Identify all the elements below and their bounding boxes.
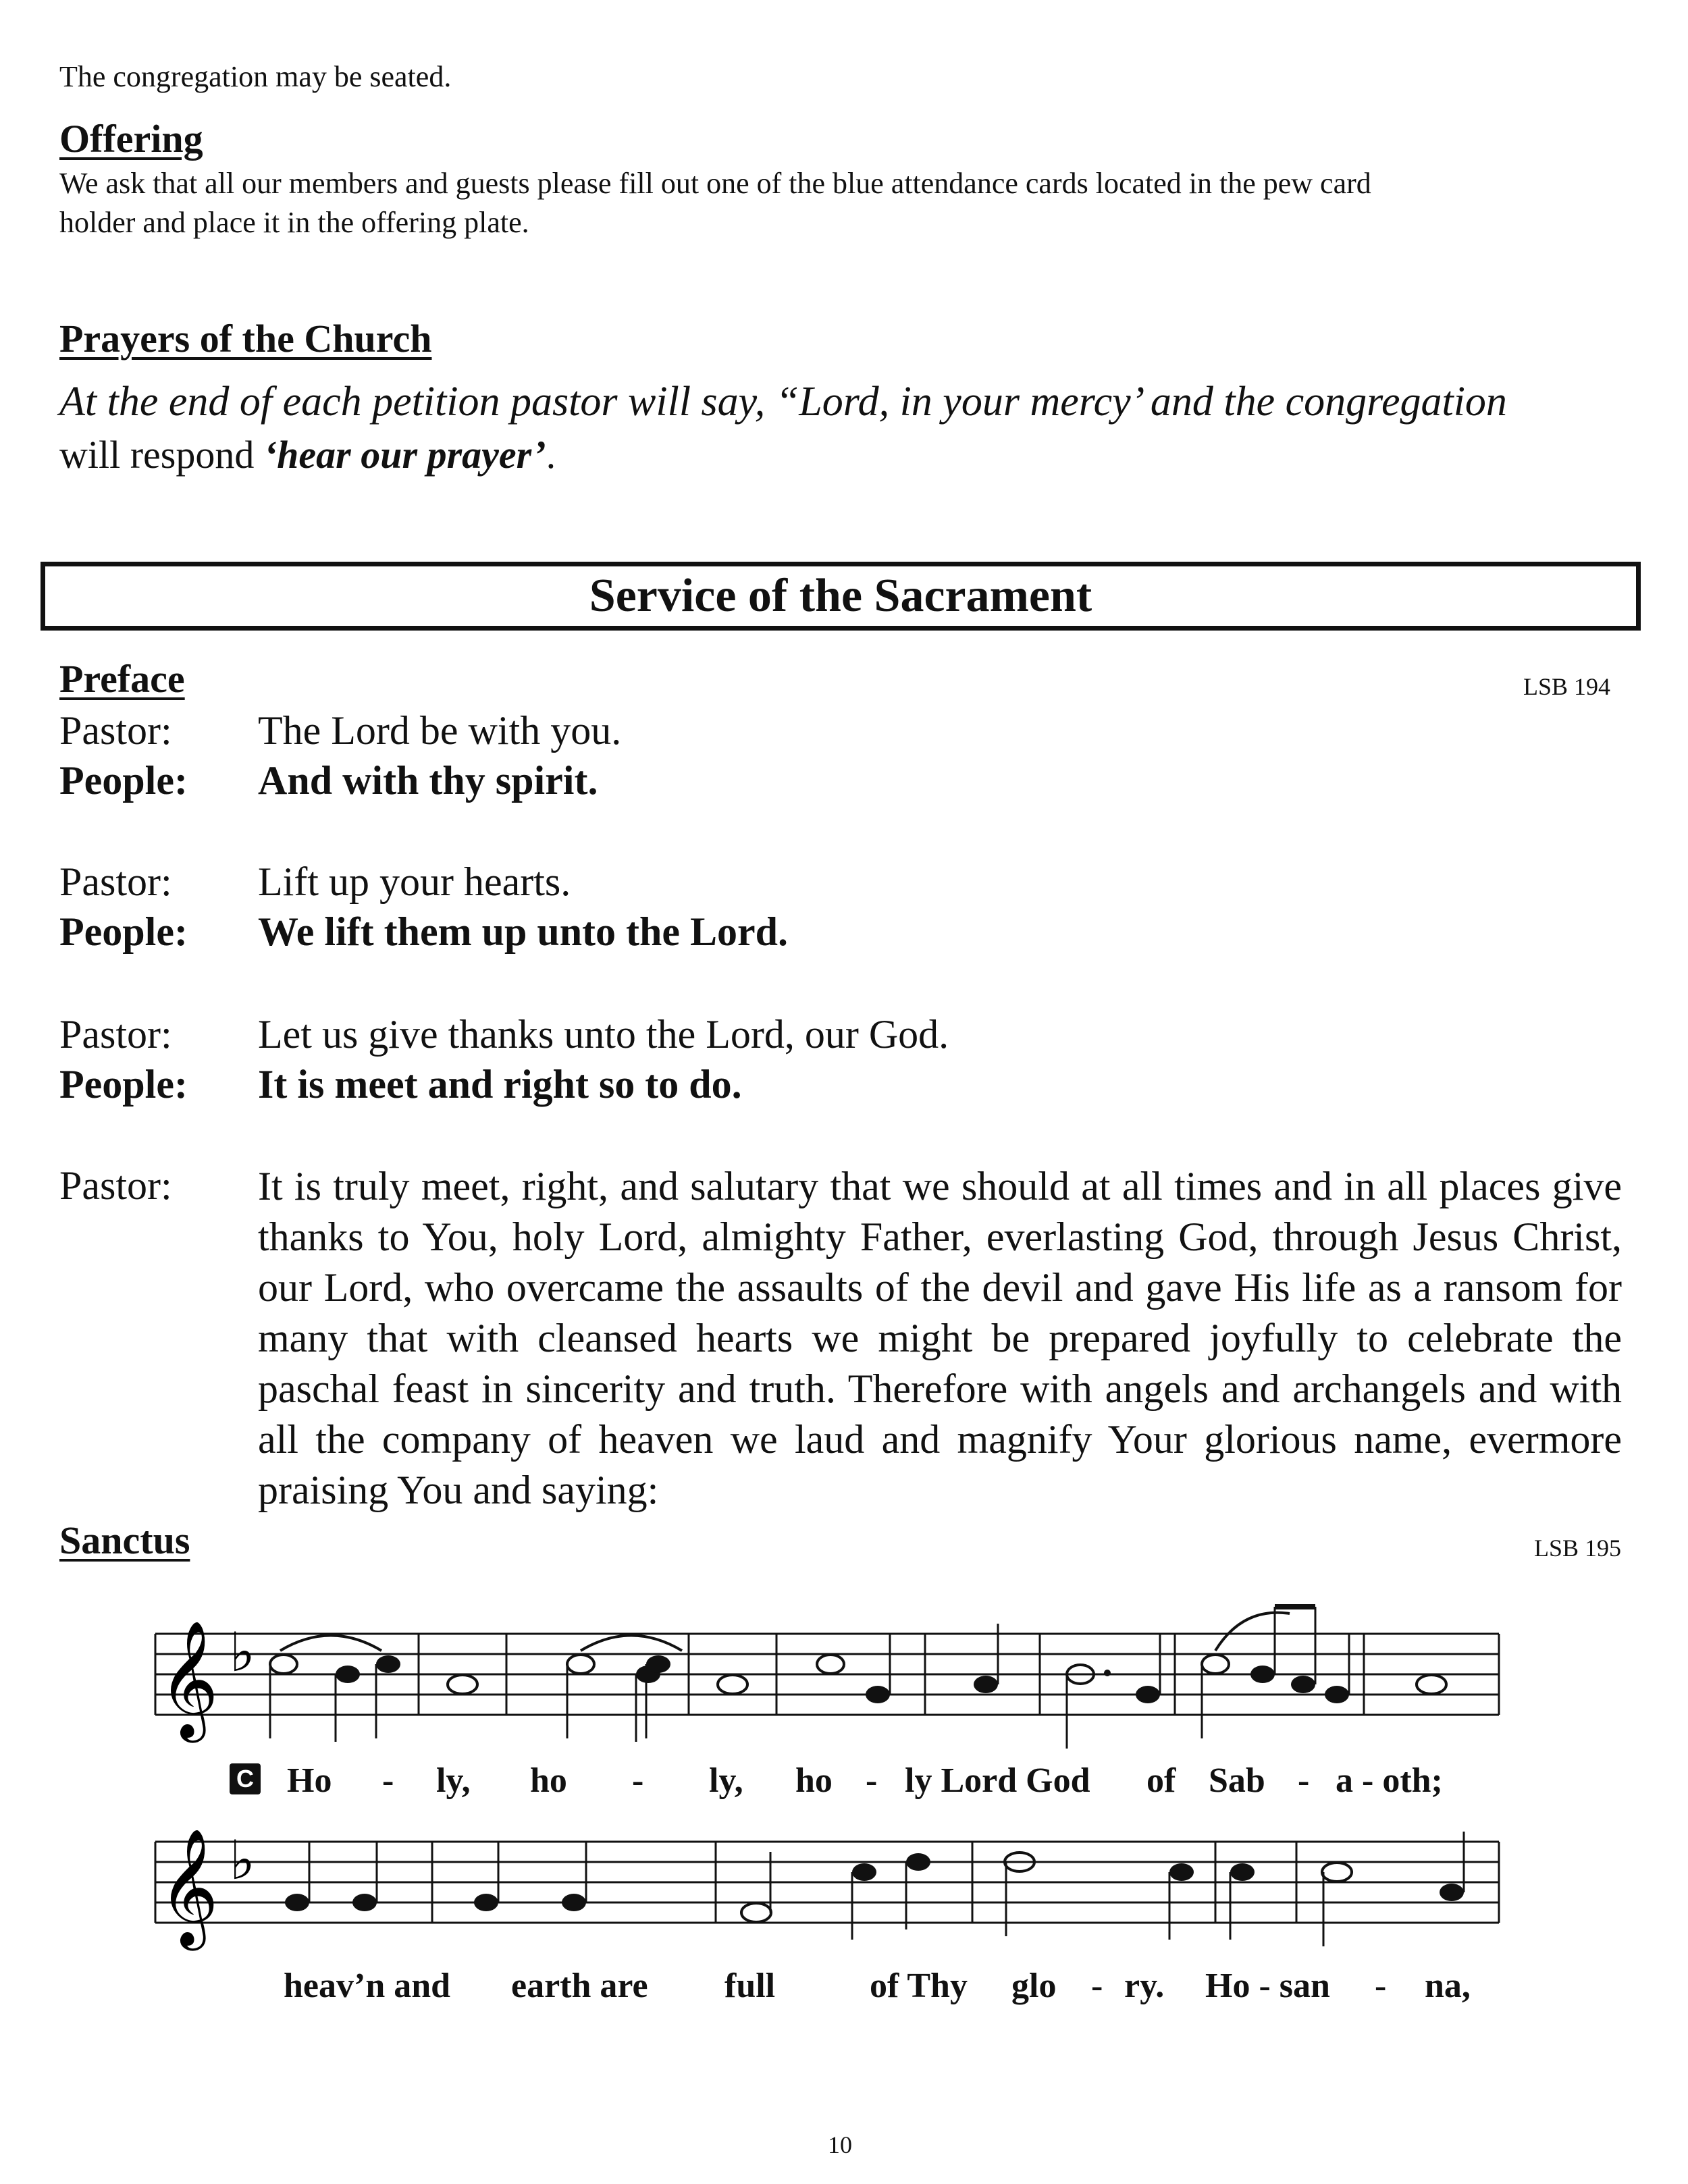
pastor-label: Pastor: [59, 1012, 172, 1057]
lyric-syllable: - [866, 1761, 878, 1800]
page-number: 10 [828, 2131, 852, 2158]
lyric-syllable: - [1298, 1761, 1310, 1800]
pastor-line: Let us give thanks unto the Lord, our God. [258, 1012, 949, 1057]
pastor-label: Pastor: [59, 708, 172, 753]
lyric-syllable: - [1091, 1967, 1103, 2005]
pastor-label: Pastor: [59, 1163, 172, 1208]
lyric-syllable: full [724, 1967, 776, 2005]
people-line: It is meet and right so to do. [258, 1062, 742, 1107]
preface-heading: Preface [59, 657, 185, 701]
pastor-line: Lift up your hearts. [258, 859, 571, 904]
people-label: People: [59, 1062, 188, 1107]
sanctus-heading: Sanctus [59, 1518, 190, 1562]
lyric-syllable: ly Lord God [905, 1761, 1090, 1800]
prayers-instruction-2 [59, 432, 556, 477]
lyric-syllable: glo [1011, 1967, 1057, 2005]
treble-clef-icon: 𝄞 [159, 1832, 219, 1944]
lyric-syllable: heav’n and [284, 1967, 451, 2005]
congregation-marker: C [230, 1763, 261, 1794]
flat-icon: ♭ [230, 1624, 255, 1683]
section-title: Service of the Sacrament [589, 570, 1092, 622]
pastor-label: Pastor: [59, 859, 172, 904]
lyric-syllable: - [382, 1761, 394, 1800]
prayers-line2-prefix: will respond [59, 433, 264, 477]
prayers-heading: Prayers of the Church [59, 317, 432, 361]
prayers-instruction-1: At the end of each petition pastor will say, “Lord, in your mercy’ and the congregation [59, 379, 1507, 425]
sanctus-reference: LSB 195 [1534, 1535, 1622, 1562]
people-line: We lift them up unto the Lord. [258, 909, 789, 954]
lyric-syllable: ho [530, 1761, 567, 1800]
flat-icon: ♭ [230, 1832, 255, 1891]
people-label: People: [59, 909, 188, 954]
lyric-syllable: ry. [1124, 1967, 1165, 2005]
lyric-syllable: Ho - san [1205, 1967, 1330, 2005]
lyric-syllable: Ho [287, 1761, 332, 1800]
proper-preface-text: It is truly meet, right, and salutary that we should at all times and in all places give thanks to You, holy Lord, almighty Father, everlasting God, through Jesus Christ, our Lord, who overcame the assaults of the devil and gave His life as a ransom for many that with cleansed hearts we might be prepared joyfully to celebrate the paschal feast in sincerity and truth. Therefore with angels and archangels and with all the company of heaven we laud and magnify Your glorious name, evermore praising You and saying: [258, 1164, 1622, 1512]
treble-clef-icon: 𝄞 [159, 1624, 219, 1736]
lyric-syllable: ly, [436, 1761, 471, 1800]
lyric-syllable: a - oth; [1336, 1761, 1443, 1800]
lyric-syllable: na, [1425, 1967, 1471, 2005]
lyric-syllable: ho [795, 1761, 833, 1800]
prayers-response: ‘hear our prayer’ [263, 433, 546, 477]
people-line: And with thy spirit. [258, 758, 598, 803]
seated-note: The congregation may be seated. [59, 60, 452, 93]
lyric-syllable: Sab [1209, 1761, 1265, 1800]
lyric-syllable: of Thy [870, 1967, 968, 2005]
section-title-box [41, 562, 1641, 631]
lyric-syllable: ly, [709, 1761, 743, 1800]
lyric-syllable: earth are [511, 1967, 648, 2005]
lyric-syllable: - [632, 1761, 644, 1800]
offering-text-1: We ask that all our members and guests please fill out one of the blue attendance cards located in the pew card [59, 167, 1371, 200]
pastor-line: The Lord be with you. [258, 708, 622, 753]
preface-reference: LSB 194 [1523, 673, 1611, 700]
offering-text-2: holder and place it in the offering plate. [59, 206, 529, 239]
lyric-syllable: - [1375, 1967, 1387, 2005]
people-label: People: [59, 758, 188, 803]
lyrics-line-2 [230, 1966, 1512, 2013]
offering-heading: Offering [59, 117, 203, 161]
prayers-line2-suffix: . [546, 433, 556, 477]
music-staff-1 [149, 1593, 1512, 1789]
lyric-syllable: of [1146, 1761, 1176, 1800]
